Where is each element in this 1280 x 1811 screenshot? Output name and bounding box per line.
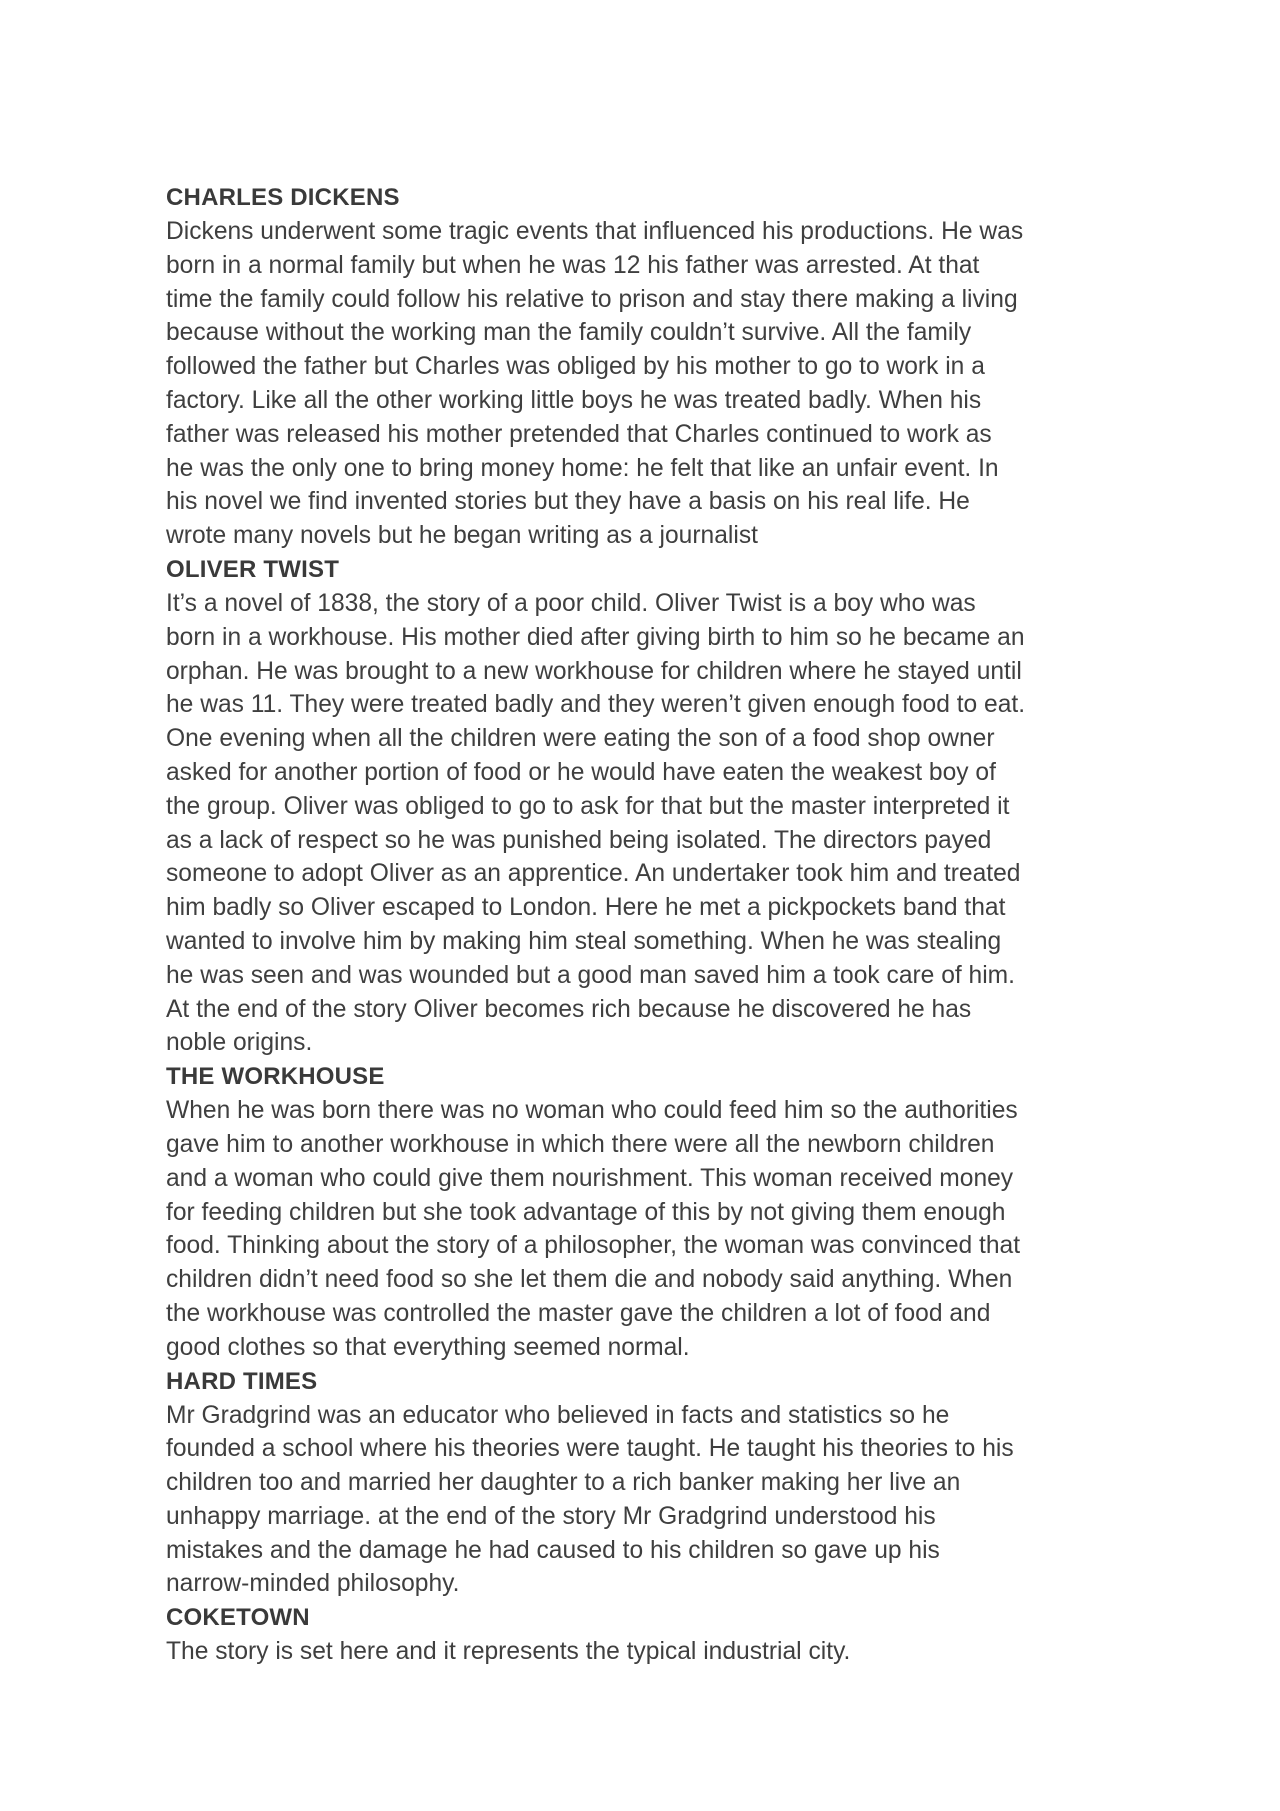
section-the-workhouse (166, 1060, 1126, 1364)
section-body: The story is set here and it represents the typical industrial city. (166, 1638, 851, 1666)
section-hard-times (166, 1365, 1126, 1602)
section-oliver-twist (166, 553, 1126, 1060)
section-title: OLIVER TWIST (166, 555, 340, 583)
section-charles-dickens (166, 181, 1126, 553)
section-title: HARD TIMES (166, 1367, 318, 1395)
section-title: CHARLES DICKENS (166, 184, 400, 211)
section-body: When he was born there was no woman who could feed him so the authorities gave him to another workhouse in which there were all the newborn children and a woman who could give them nourishment. This woman received money for feeding children but she took advantage of this by not giving them enough food. Thinking about the story of a philosopher, the woman was convinced that children didn’t need food so she let them die and nobody said anything. When the workhouse was controlled the master gave the children a lot of food and good clothes so that everything seemed normal. (166, 1097, 1021, 1361)
section-body: Mr Gradgrind was an educator who believed in facts and statistics so he founded a school where his theories were taught. He taught his theories to his children too and married her daughter to a rich banker making her live an unhappy marriage. at the end of the story Mr Gradgrind understood his mistakes and the damage he had caused to his children so gave up his narrow-minded philosophy. (166, 1401, 1014, 1598)
section-title: COKETOWN (166, 1604, 310, 1632)
section-body: Dickens underwent some tragic events that influenced his productions. He was born in a normal family but when he was 12 his father was arrested. At that time the family could follow his relative to prison and stay there making a living because without the working man the family couldn’t survive. All the family followed the father but Charles was obliged by his mother to go to work in a factory. Like all the other working little boys he was treated badly. When his father was released his mother pretended that Charles continued to work as he was the only one to bring money home: he felt that like an unfair event. In his novel we find invented stories but they have a basis on his real life. He wrote many novels but he began writing as a journalist (166, 218, 1024, 550)
document-page (166, 181, 1126, 1669)
section-body: It’s a novel of 1838, the story of a poor child. Oliver Twist is a boy who was born in a workhouse. His mother died after giving birth to him so he became an orphan. He was brought to a new workhouse for children where he stayed until he was 11. They were treated badly and they weren’t given enough food to eat. One evening when all the children were eating the son of a food shop owner asked for another portion of food or he would have eaten the weakest boy of the group. Oliver was obliged to go to ask for that but the master interpreted it as a lack of respect so he was punished being isolated. The directors payed someone to adopt Oliver as an apprentice. An undertaker took him and treated him badly so Oliver escaped to London. Here he met a pickpockets band that wanted to involve him by making him steal something. When he was stealing he was seen and was wounded but a good man saved him a took care of him. At the end of the story Oliver becomes rich because he discovered he has noble origins. (166, 589, 1026, 1057)
section-coketown (166, 1601, 1126, 1669)
section-title: THE WORKHOUSE (166, 1063, 385, 1091)
